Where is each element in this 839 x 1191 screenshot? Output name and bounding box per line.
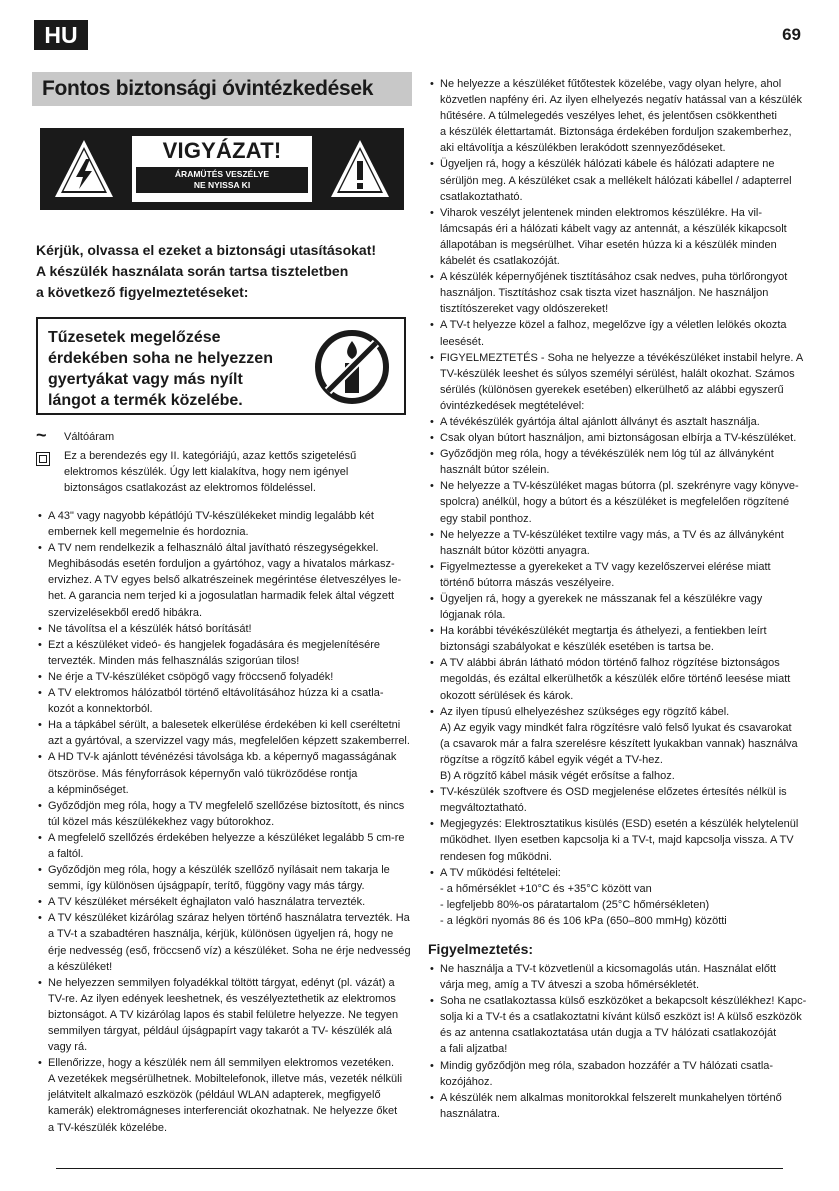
bullet-line: • Ne használja a TV-t közvetlenül a kicsomagolás után. Használat előtt: [440, 962, 777, 975]
bullet-item: [36, 621, 414, 637]
bullet-item: [428, 1090, 806, 1122]
bullet-line: leesését.: [440, 335, 485, 348]
fire-line: érdekében soha ne helyezzen: [48, 350, 273, 367]
bullet-line: het. A garancia nem terjed ki a jogosulatlan harmadik felek által végzett: [48, 590, 395, 603]
bullet-line: • A megfelelő szellőzés érdekében helyezze a készüléket legalább 5 cm-re: [48, 831, 405, 844]
page-number: 69: [782, 25, 801, 44]
bullet-line: • Ügyeljen rá, hogy a gyerekek ne másszanak fel a készülékre vagy: [440, 593, 763, 605]
fire-line: Tűzesetek megelőzése: [48, 329, 221, 346]
bullet-line: kozójához.: [440, 1075, 493, 1088]
bullet-line: - a hőmérséklet +10°C és +35°C között van: [440, 882, 652, 895]
warning-bullet-list: [428, 961, 806, 1122]
ac-symbol-row: [36, 425, 413, 445]
no-open-flame-icon: [314, 329, 390, 405]
bullet-line: • Soha ne csatlakoztassa külső eszközöket a bekapcsolt készülékhez! Kapc-: [440, 995, 807, 1008]
bullet-line: okozott sérülések és károk.: [440, 689, 574, 702]
bullet-line: biztonsági szabályokat e készülék esetében is tartsa be.: [440, 641, 714, 654]
intro-text: [36, 240, 413, 303]
bullet-line: • A TV elektromos hálózatból történő eltávolításához húzza ki a csatla-: [48, 687, 384, 700]
bullet-line: ervizhez. A TV egyes belső alkatrészeinek megérintése életveszélyes le-: [48, 574, 402, 587]
bullet-item: [36, 637, 414, 669]
bullet-line: • FIGYELMEZTETÉS - Soha ne helyezze a tévékészüléket instabil helyre. A: [440, 351, 804, 364]
ac-label: Váltóáram: [64, 431, 115, 443]
bullet-line: A vezetékek megsérülhetnek. Mobiltelefonok, illetve más, vezeték nélküli: [48, 1073, 403, 1086]
bullet-item: [428, 269, 806, 317]
bullet-line: semmilyen tárgyat, például újságpapírt vagy takarót a TV- készülék alá: [48, 1025, 393, 1037]
bullet-item: [428, 655, 806, 703]
bullet-line: rendesen fog működni.: [440, 850, 552, 863]
bullet-line: sérüljön meg. A készüléket csak a mellékelt hálózati kábellel / adapterrel: [440, 174, 792, 187]
bullet-item: [36, 894, 414, 910]
caution-title: VIGYÁZAT!: [162, 138, 282, 163]
bullet-item: [428, 76, 806, 156]
caution-line-1: ÁRAMÜTÉS VESZÉLYE: [174, 169, 270, 179]
bullet-line: történő bútorra mászás veszélyeire.: [440, 576, 615, 589]
bullet-line: solja ki a TV-t és a csatlakoztatni kívánt külső eszközt is! A külső eszközök: [440, 1011, 802, 1024]
bullet-line: várja meg, amíg a TV átveszi a szoba hőmérsékletét.: [440, 979, 700, 992]
bullet-line: • A TV alábbi ábrán látható módon történő falhoz rögzítése biztonságos: [440, 657, 780, 670]
fire-prevention-box: [36, 317, 406, 415]
class2-symbol-row: [36, 448, 413, 496]
bullet-item: [428, 865, 806, 929]
bullet-item: [428, 816, 806, 864]
bullet-line: • Ne helyezzen semmilyen folyadékkal töltött tárgyat, edényt (pl. vázát) a: [48, 976, 395, 989]
bullet-line: (a csavarok már a falra szerelésre készített lyukakban vannak) használva: [440, 737, 798, 750]
bullet-item: [428, 205, 806, 269]
bullet-line: a készülék élettartamát. Biztonsága érdekében forduljon szakemberhez,: [440, 126, 792, 139]
bullet-line: a TV-készülék közelébe.: [48, 1121, 168, 1134]
fire-prevention-text: [48, 327, 318, 411]
bullet-line: • Győződjön meg róla, hogy a TV megfelelő szellőzése biztosított, és nincs: [48, 799, 405, 812]
bullet-item: [36, 975, 414, 1055]
bullet-line: • A tévékészülék gyártója által ajánlott állványt és asztalt használja.: [440, 415, 760, 428]
bullet-line: • Ezt a készüléket videó- és hangjelek fogadására és megjelenítésére: [48, 638, 381, 651]
bullet-item: [36, 830, 414, 862]
bullet-line: kozót a konnektorból.: [48, 703, 153, 716]
bullet-line: megoldás, és ezáltal elkerülhetők a készülék előre történő leesése miatt: [440, 673, 791, 686]
bullet-line: azt a gyártóval, a szervizzel vagy más, megfelelően képzett szakemberrel.: [48, 735, 410, 748]
bullet-item: [428, 414, 806, 430]
bullet-item: [428, 623, 806, 655]
bullet-line: a TV-t a szabadtéren használja, kérjük, különösen ügyeljen rá, hogy ne: [48, 928, 394, 941]
bullet-line: • A HD TV-k ajánlott tévénézési távolsága kb. a képernyő magasságának: [48, 751, 397, 764]
bullet-line: • Ne helyezze a készüléket fűtőtestek közelébe, vagy olyan helyre, ahol: [440, 78, 782, 90]
electric-shock-warning-icon: [52, 137, 116, 201]
bullet-line: a fali aljzatba!: [440, 1043, 508, 1056]
bullet-line: kamerák) elektromágneses interferenciát okozhatnak. Ne helyezze őket: [48, 1105, 398, 1118]
bullet-line: állapotában is megsérülhet. Vihar esetén húzza ki a készülék minden: [440, 238, 777, 251]
bullet-line: biztonságot. A TV kizárólag lapos és stabil felületre helyezze. Ne tegyen: [48, 1008, 399, 1021]
bullet-line: kábelét és csatlakozóját.: [440, 255, 560, 268]
double-insulation-icon: [36, 452, 50, 466]
left-column: [30, 72, 413, 1136]
caution-subtitle: [136, 167, 308, 193]
bullet-item: [36, 749, 414, 797]
bullet-line: • A TV működési feltételei:: [440, 866, 561, 879]
bullet-line: • Ne helyezze a TV-készüléket magas bútorra (pl. szekrényre vagy könyve-: [440, 480, 799, 493]
bullet-item: [428, 993, 806, 1057]
caution-label-box: [132, 136, 312, 202]
bullet-line: A) Az egyik vagy mindkét falra rögzítésre való felső lyukat és csavarokat: [440, 721, 792, 734]
warning-section-title: Figyelmeztetés:: [428, 940, 534, 957]
right-bullet-list: [428, 76, 806, 929]
bullet-line: • Ha a tápkábel sérült, a balesetek elkerülése érdekében ki kell cseréltetni: [48, 719, 401, 732]
bullet-line: • Győződjön meg róla, hogy a készülék szellőző nyílásait nem takarja le: [48, 864, 390, 877]
language-badge: HU: [34, 20, 88, 50]
bullet-line: • A készülék képernyőjének tisztításához csak nedves, puha törlőrongyot: [440, 271, 788, 284]
bullet-line: lámcsapás éri a hálózati kábelt vagy az antennát, a készülék kikapcsolt: [440, 222, 787, 235]
bullet-line: • Viharok veszélyt jelentenek minden elektromos készülékre. Ha vil-: [440, 206, 762, 219]
bullet-item: [428, 784, 806, 816]
bullet-line: óvintézkedések megtételével:: [440, 399, 585, 412]
bullet-line: - a légköri nyomás 86 és 106 kPa (650–800 mmHg) közötti: [440, 914, 727, 927]
bullet-line: Meghibásodás esetén forduljon a gyártóhoz, vagy a hivatalos márkasz-: [48, 558, 395, 571]
bullet-item: [428, 156, 806, 204]
bullet-line: B) A rögzítő kábel másik végét erősítse a falhoz.: [440, 770, 675, 783]
bullet-line: működhet. Ilyen esetben kapcsolja ki a TV-t, majd kapcsolja vissza. A TV: [440, 834, 794, 847]
bullet-line: • Megjegyzés: Elektrosztatikus kisülés (ESD) esetén a készülék helytelenül: [440, 818, 799, 831]
bullet-line: • Mindig győződjön meg róla, szabadon hozzáfér a TV hálózati csatla-: [440, 1059, 774, 1072]
bullet-item: [36, 508, 414, 540]
bullet-line: semmi, így különösen újságpapír, terítő, függöny vagy más tárgy.: [48, 880, 365, 893]
bullet-line: tervezték. Minden más felhasználás szigorúan tilos!: [48, 654, 300, 667]
bullet-line: a készüléket!: [48, 960, 113, 973]
bullet-line: • Ha korábbi tévékészülékét megtartja és áthelyezi, a fentiekben leírt: [440, 625, 767, 638]
bullet-line: tisztítószereket vagy oldószereket!: [440, 303, 609, 316]
bullet-line: • A TV készüléket mérsékelt éghajlaton való használatra tervezték.: [48, 896, 366, 909]
bullet-item: [36, 798, 414, 830]
bullet-line: embernek kell megemelnie és hordoznia.: [48, 526, 249, 539]
bullet-item: [428, 591, 806, 623]
bullet-line: • Ne távolítsa el a készülék hátsó borítását!: [48, 622, 252, 635]
bullet-line: spolcra) anélkül, hogy a bútort és a készüléket is megfelelően rögzítené: [440, 496, 790, 509]
caution-banner: [40, 128, 404, 210]
class2-line: Ez a berendezés egy II. kategóriájú, azaz kettős szigetelésű: [64, 450, 357, 462]
bullet-line: aki eltávolítja a készülékben lerakódott szennyeződéseket.: [440, 142, 726, 155]
bullet-line: túl közel más készülékekhez vagy bútorokhoz.: [48, 815, 275, 828]
class2-line: biztonságos csatlakozást az elektromos földeléssel.: [64, 482, 316, 494]
bullet-line: • Csak olyan bútort használjon, ami biztonságosan elbírja a TV-készüléket.: [440, 432, 797, 445]
bullet-item: [428, 446, 806, 478]
footer-divider: [56, 1168, 783, 1169]
bullet-item: [428, 430, 806, 446]
bullet-item: [36, 910, 414, 974]
bullet-line: • Az ilyen típusú elhelyezéshez szükséges egy rögzítő kábel.: [440, 705, 730, 718]
bullet-item: [428, 704, 806, 784]
intro-line: A készülék használata során tartsa tiszteletben: [36, 263, 349, 279]
bullet-item: [428, 317, 806, 349]
bullet-line: • A 43" vagy nagyobb képátlójú TV-készülékeket mindig legalább két: [48, 510, 374, 522]
bullet-line: • A TV nem rendelkezik a felhasználó által javítható részegységekkel.: [48, 542, 379, 555]
bullet-line: a képminőséget.: [48, 783, 129, 796]
bullet-line: • Győződjön meg róla, hogy a tévékészülék nem lóg túl az állványként: [440, 448, 774, 461]
bullet-item: [36, 685, 414, 717]
bullet-item: [428, 527, 806, 559]
bullet-item: [428, 961, 806, 993]
bullet-line: • Ne érje a TV-készüléket csöpögő vagy fröccsenő folyadék!: [48, 670, 334, 683]
right-column: [428, 76, 806, 1122]
caution-line-2: NE NYISSA KI: [193, 180, 251, 190]
class2-line: elektromos készülék. Úgy lett kialakítva, hogy nem igényel: [64, 466, 349, 478]
bullet-line: ötszöröse. Más fényforrások képernyőn való tükröződése rontja: [48, 767, 358, 780]
bullet-line: megváltoztatható.: [440, 802, 527, 815]
fire-line: lángot a termék közelébe.: [48, 392, 243, 409]
bullet-line: • A TV készüléket kizárólag száraz helyen történő használatra tervezték. Ha: [48, 912, 410, 925]
bullet-item: [428, 350, 806, 414]
intro-line: a következő figyelmeztetéseket:: [36, 284, 249, 300]
bullet-line: • A készülék nem alkalmas monitorokkal felszerelt munkahelyen történő: [440, 1091, 782, 1104]
bullet-line: használt bútor közötti anyagra.: [440, 544, 590, 557]
bullet-line: • Ügyeljen rá, hogy a készülék hálózati kábele és hálózati adaptere ne: [440, 158, 775, 171]
bullet-line: • Ellenőrizze, hogy a készülék nem áll semmilyen elektromos vezetéken.: [48, 1057, 395, 1070]
bullet-line: csatlakoztatható.: [440, 190, 523, 203]
bullet-line: jelátvitelt alkalmazó eszközök (például WLAN adapterek, megfigyelő: [48, 1089, 381, 1102]
bullet-item: [36, 1055, 414, 1135]
alternating-current-icon: ~: [36, 425, 47, 445]
bullet-item: [428, 1058, 806, 1090]
bullet-line: - legfeljebb 80%-os páratartalom (25°C hőmérsékleten): [440, 898, 710, 911]
bullet-line: lógjanak róla.: [440, 609, 506, 622]
bullet-line: szervizelésekből eredő hibákra.: [48, 606, 203, 619]
exclamation-warning-icon: [328, 137, 392, 201]
bullet-line: a faltól.: [48, 847, 84, 860]
bullet-line: használt bútor szélein.: [440, 464, 550, 477]
bullet-line: • Ne helyezze a TV-készüléket textilre vagy más, a TV és az állványként: [440, 528, 784, 541]
class2-text: [64, 448, 356, 496]
page-title: Fontos biztonsági óvintézkedések: [32, 72, 412, 106]
bullet-line: használatra.: [440, 1107, 500, 1120]
bullet-item: [36, 540, 414, 620]
bullet-line: TV-készülék leeshet és súlyos személyi sérülést, halált okozhat. Számos: [440, 367, 795, 380]
bullet-line: érje nedvesség (eső, fröccsenő víz) a készüléket. Soha ne érje nedvesség: [48, 944, 411, 957]
fire-line: gyertyákat vagy más nyílt: [48, 371, 243, 388]
left-bullet-list: [36, 508, 414, 1136]
bullet-line: egy stabil ponthoz.: [440, 512, 532, 525]
bullet-line: hűtésére. A túlmelegedés veszélyes lehet, és jelentősen csökkentheti: [440, 110, 777, 123]
bullet-line: használjon. Tisztításhoz csak tiszta vizet használjon. Ne használjon: [440, 287, 769, 300]
bullet-line: sérülés (különösen gyerekek esetében) elkerülhető az alábbi egyszerű: [440, 383, 784, 396]
bullet-item: [36, 717, 414, 749]
bullet-line: • TV-készülék szoftvere és OSD megjelenése előzetes értesítés nélkül is: [440, 786, 787, 799]
bullet-line: közvetlen napfény éri. Az ilyen elhelyezés negatív hatással van a készülék: [440, 94, 802, 107]
bullet-item: [36, 862, 414, 894]
bullet-line: TV-re. Az ilyen edények leeshetnek, és veszélyeztethetik az elektromos: [48, 992, 396, 1005]
bullet-line: és az antenna csatlakoztatása után dugja a TV hálózati csatlakozóját: [440, 1027, 777, 1040]
bullet-line: vagy rá.: [48, 1041, 88, 1054]
bullet-item: [428, 478, 806, 526]
bullet-line: • Figyelmeztesse a gyerekeket a TV vagy kezelőszervei elérése miatt: [440, 560, 771, 573]
bullet-item: [428, 559, 806, 591]
bullet-line: rögzítse a rögzítő kábel egyik végét a TV-hez.: [440, 753, 663, 766]
bullet-item: [36, 669, 414, 685]
bullet-line: • A TV-t helyezze közel a falhoz, megelőzve így a véletlen lelökés okozta: [440, 319, 787, 332]
intro-line: Kérjük, olvassa el ezeket a biztonsági utasításokat!: [36, 242, 377, 258]
